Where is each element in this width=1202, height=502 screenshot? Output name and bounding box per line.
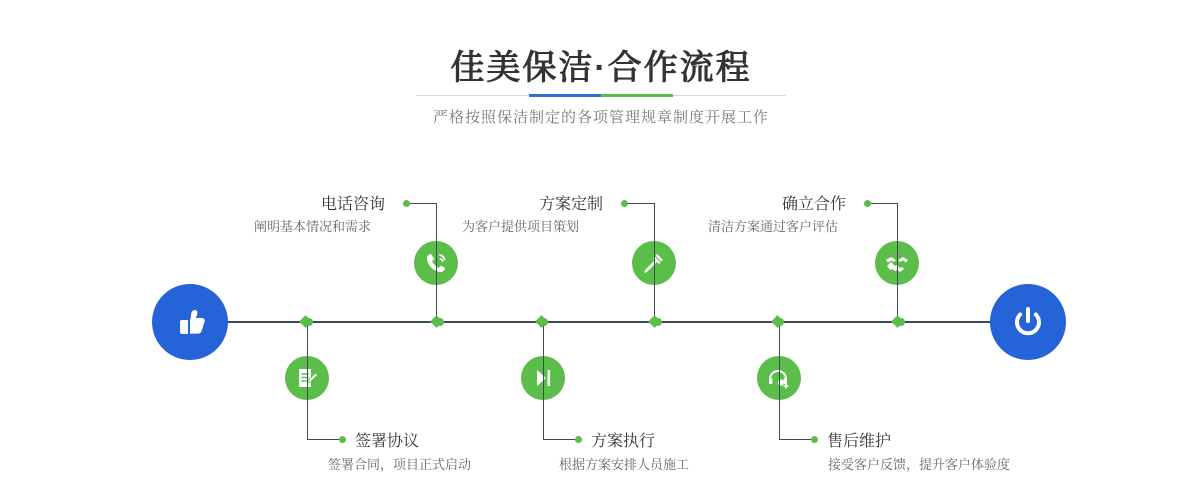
end-endpoint — [990, 284, 1066, 360]
step-6-connector-horizontal — [779, 439, 813, 440]
step-3-connector-vertical — [654, 203, 655, 321]
step-4-connector-horizontal — [543, 439, 577, 440]
step-5-connector-horizontal — [868, 203, 897, 204]
title-divider-accent-green — [601, 94, 673, 97]
step-5-connector-dot — [864, 200, 871, 207]
title-divider-accent-blue — [529, 94, 601, 97]
step-6-axis-marker — [771, 315, 784, 328]
step-5-desc: 清洁方案通过客户评估 — [708, 219, 839, 234]
step-1-connector-dot — [403, 200, 410, 207]
step-4-connector-dot — [575, 436, 582, 443]
thumbs-up-icon — [170, 302, 210, 342]
step-4-axis-marker — [535, 315, 548, 328]
step-5-connector-vertical — [897, 203, 898, 321]
step-2-title: 签署协议 — [355, 433, 420, 450]
page-title: 佳美保洁·合作流程 — [450, 49, 752, 87]
step-2-axis-marker — [299, 315, 312, 328]
step-4-desc: 根据方案安排人员施工 — [558, 457, 690, 472]
step-3-title: 方案定制 — [539, 196, 604, 213]
step-5-axis-marker — [891, 315, 904, 328]
step-1-title: 电话咨询 — [321, 196, 386, 213]
step-6-connector-dot — [811, 436, 818, 443]
step-1-connector-horizontal — [407, 203, 436, 204]
step-6-title: 售后维护 — [827, 433, 892, 450]
step-3-connector-horizontal — [625, 203, 654, 204]
page-subtitle: 严格按照保洁制定的各项管理规章制度开展工作 — [432, 109, 769, 126]
start-endpoint — [152, 284, 228, 360]
step-4-connector-vertical — [543, 321, 544, 439]
step-6-connector-vertical — [779, 321, 780, 439]
step-5-title: 确立合作 — [782, 196, 847, 213]
step-4-title: 方案执行 — [591, 433, 656, 450]
step-1-desc: 阐明基本情况和需求 — [254, 219, 372, 234]
step-3-desc: 为客户提供项目策划 — [462, 219, 580, 234]
step-6-desc: 接受客户反馈，提升客户体验度 — [828, 457, 1011, 472]
step-2-connector-vertical — [307, 321, 308, 439]
step-2-connector-dot — [339, 436, 346, 443]
step-1-axis-marker — [430, 315, 443, 328]
step-3-connector-dot — [621, 200, 628, 207]
step-3-axis-marker — [648, 315, 661, 328]
step-1-connector-vertical — [436, 203, 437, 321]
power-icon — [1008, 302, 1048, 342]
step-2-desc: 签署合同，项目正式启动 — [328, 457, 472, 472]
step-2-connector-horizontal — [307, 439, 341, 440]
